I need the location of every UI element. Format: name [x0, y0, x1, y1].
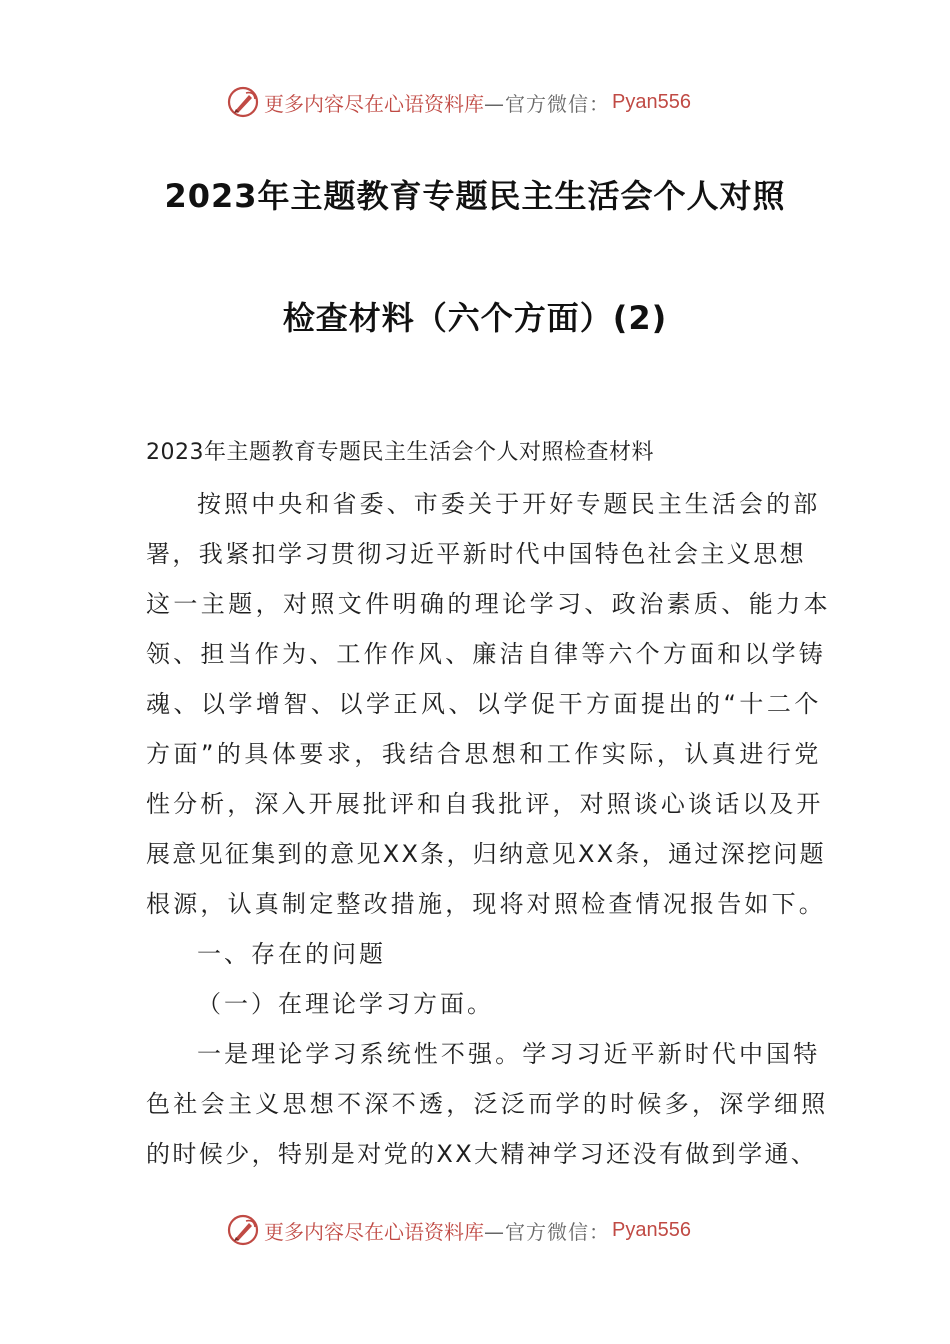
watermark-tail-text: —官方微信： [484, 1219, 610, 1244]
paragraph-line: 署，我紧扣学习贯彻习近平新时代中国特色社会主义思想 [146, 540, 806, 568]
paragraph-line: 展意见征集到的意见XX条，归纳意见XX条，通过深挖问题 [146, 840, 826, 868]
watermark-wechat-id: Pyan556 [612, 90, 691, 113]
paragraph-line: 色社会主义思想不深不透，泛泛而学的时候多，深学细照 [146, 1090, 829, 1118]
watermark-footer [226, 1210, 691, 1250]
watermark-lead-text: 更多内容尽在心语资料库 [264, 91, 484, 116]
watermark-lead-text: 更多内容尽在心语资料库 [264, 1219, 484, 1244]
paragraph-line: 一是理论学习系统性不强。学习习近平新时代中国特 [197, 1040, 821, 1068]
paragraph-line: 的时候少，特别是对党的XX大精神学习还没有做到学通、 [146, 1140, 818, 1168]
paragraph-line: 按照中央和省委、市委关于开好专题民主生活会的部 [197, 490, 821, 518]
paragraph-line: 这一主题，对照文件明确的理论学习、政治素质、能力本 [146, 590, 831, 618]
document-title-line-1: 2023年主题教育专题民主生活会个人对照 [164, 177, 786, 215]
paragraph-line: 领、担当作为、工作作风、廉洁自律等六个方面和以学铸 [146, 640, 826, 668]
paragraph-line: 性分析，深入开展批评和自我批评，对照谈心谈话以及开 [146, 790, 824, 818]
pen-logo-icon [226, 85, 260, 119]
watermark-header [226, 82, 691, 122]
subtitle-line: 2023年主题教育专题民主生活会个人对照检查材料 [146, 440, 654, 465]
paragraph-line: 根源，认真制定整改措施，现将对照检查情况报告如下。 [146, 890, 826, 918]
document-title-line-2: 检查材料（六个方面）(2) [282, 299, 668, 337]
pen-logo-icon [226, 1213, 260, 1247]
watermark-wechat-id: Pyan556 [612, 1218, 691, 1241]
paragraph-line: 方面”的具体要求，我结合思想和工作实际，认真进行党 [146, 740, 822, 768]
watermark-tail-text: —官方微信： [484, 91, 610, 116]
paragraph-line: 魂、以学增智、以学正风、以学促干方面提出的“十二个 [146, 690, 822, 718]
subsection-heading: （一）在理论学习方面。 [197, 990, 494, 1018]
section-heading: 一、存在的问题 [197, 940, 386, 968]
